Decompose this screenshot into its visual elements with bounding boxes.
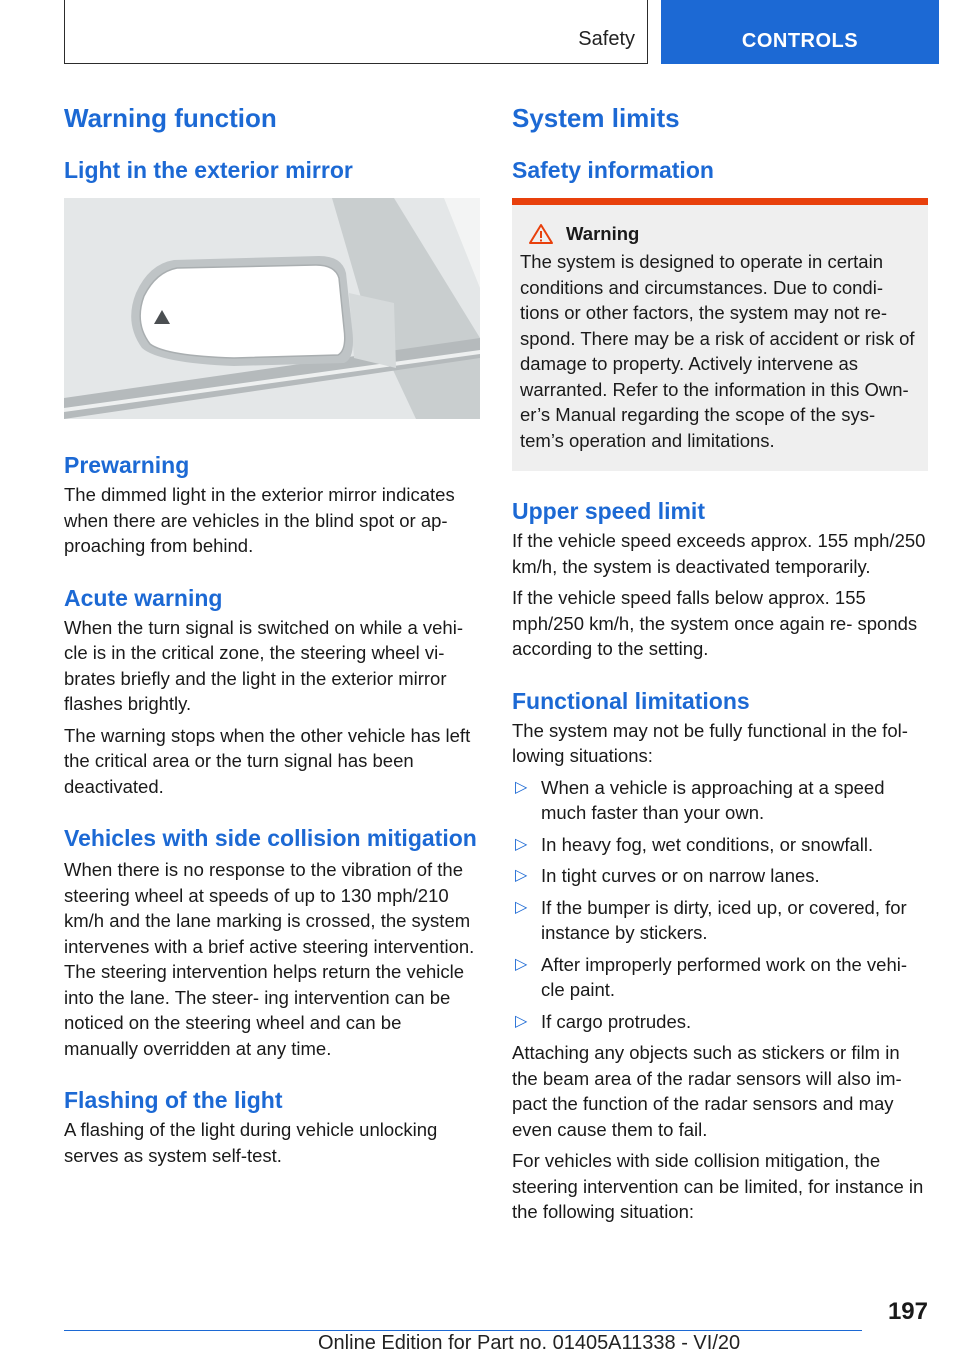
mirror-illustration-svg — [64, 198, 480, 419]
text-prewarning: The dimmed light in the exterior mirror indicates when there are vehicles in the blind spot or ap‐ proaching from behind. — [64, 484, 455, 556]
list-item: ▷ In tight curves or on narrow lanes. — [512, 863, 928, 889]
text-flashing-light: A flashing of the light during vehicle unlocking serves as system self-test. — [64, 1119, 438, 1166]
bullet-triangle-icon: ▷ — [515, 955, 528, 973]
list-item: ▷ In heavy fog, wet conditions, or snowfall. — [512, 832, 928, 858]
left-column — [64, 100, 480, 1168]
heading-upper-speed-limit: Upper speed limit — [512, 498, 705, 524]
heading-warning-function: Warning function — [64, 103, 277, 133]
text-vehicles-side-collision: When there is no response to the vibration of the steering wheel at speeds of up to 130 mph/210 km/h and the lane marking is crossed, the system intervenes with a brief active steering intervention. The steering intervention helps return the vehicle into the lane. The steer‐ ing intervention can be noticed on the steering wheel and can be manually overridden at any time. — [64, 859, 475, 1059]
heading-system-limits: System limits — [512, 103, 680, 133]
heading-vehicles-side-collision: Vehicles with side collision mitigation — [64, 825, 477, 851]
limitations-list — [512, 775, 928, 1035]
list-item: ▷ If the bumper is dirty, iced up, or covered, for instance by stickers. — [515, 896, 907, 943]
text-upper-speed-1: If the vehicle speed exceeds approx. 155 mph/250 km/h, the system is deactivated temporarily. — [512, 530, 926, 577]
warning-box — [512, 198, 928, 471]
header-section-label: Safety — [578, 28, 635, 50]
bullet-triangle-icon: ▷ — [515, 898, 528, 916]
exterior-mirror-illustration — [64, 198, 480, 419]
heading-acute-warning: Acute warning — [64, 584, 223, 611]
header-chapter-tab[interactable]: CONTROLS — [661, 0, 939, 64]
warning-header — [528, 223, 920, 245]
list-item: ▷ If cargo protrudes. — [512, 1009, 928, 1035]
page-number: 197 — [887, 1298, 928, 1325]
text-attaching-objects: Attaching any objects such as stickers or film in the beam area of the radar sensors will also im‐ pact the function of the radar sensors and may even cause them to fail. — [512, 1042, 902, 1140]
bullet-triangle-icon: ▷ — [515, 835, 528, 853]
warning-text: The system is designed to operate in certain conditions and circumstances. Due to condi‐ tions or other factors, the system may not re‐ spond. There may be a risk of accident or risk of damage to property. Actively intervene as warranted. Refer to the information in this Own‐ er’s Manual regarding the scope of the sys‐ tem’s operation and limitations. — [520, 251, 915, 451]
header-section-box — [64, 0, 648, 64]
text-side-collision-limits: For vehicles with side collision mitigation, the steering intervention can be limited, for instance in the following situation: — [512, 1150, 924, 1222]
warning-title: Warning — [566, 223, 640, 244]
heading-light-exterior-mirror: Light in the exterior mirror — [64, 157, 353, 183]
bullet-triangle-icon: ▷ — [515, 1012, 528, 1030]
heading-functional-limitations: Functional limitations — [512, 687, 750, 714]
footer-divider — [64, 1330, 862, 1331]
text-acute-warning-1: When the turn signal is switched on while a vehi‐ cle is in the critical zone, the steering wheel vi‐ brates briefly and the light in the exterior mirror flashes brightly. — [64, 616, 463, 714]
list-item: ▷ When a vehicle is approaching at a speed much faster than your own. — [515, 776, 885, 823]
heading-flashing-light: Flashing of the light — [64, 1087, 283, 1113]
text-upper-speed-2: If the vehicle speed falls below approx. 155 mph/250 km/h, the system once again re‐ sponds according to the setting. — [512, 587, 918, 659]
list-item: ▷ After improperly performed work on the vehi‐ cle paint. — [515, 953, 908, 1000]
heading-safety-information: Safety information — [512, 157, 714, 183]
right-column — [512, 100, 928, 1225]
bullet-triangle-icon: ▷ — [515, 778, 528, 796]
warning-triangle-icon — [528, 223, 554, 245]
edition-footer: Online Edition for Part no. 01405A11338 - VI/20 — [318, 1332, 741, 1354]
text-acute-warning-2: The warning stops when the other vehicle has left the critical area or the turn signal has been deactivated. — [64, 724, 471, 797]
text-functional-limitations: The system may not be fully functional in the fol‐ lowing situations: — [512, 719, 908, 766]
bullet-triangle-icon: ▷ — [515, 867, 528, 884]
heading-prewarning: Prewarning — [64, 452, 190, 478]
